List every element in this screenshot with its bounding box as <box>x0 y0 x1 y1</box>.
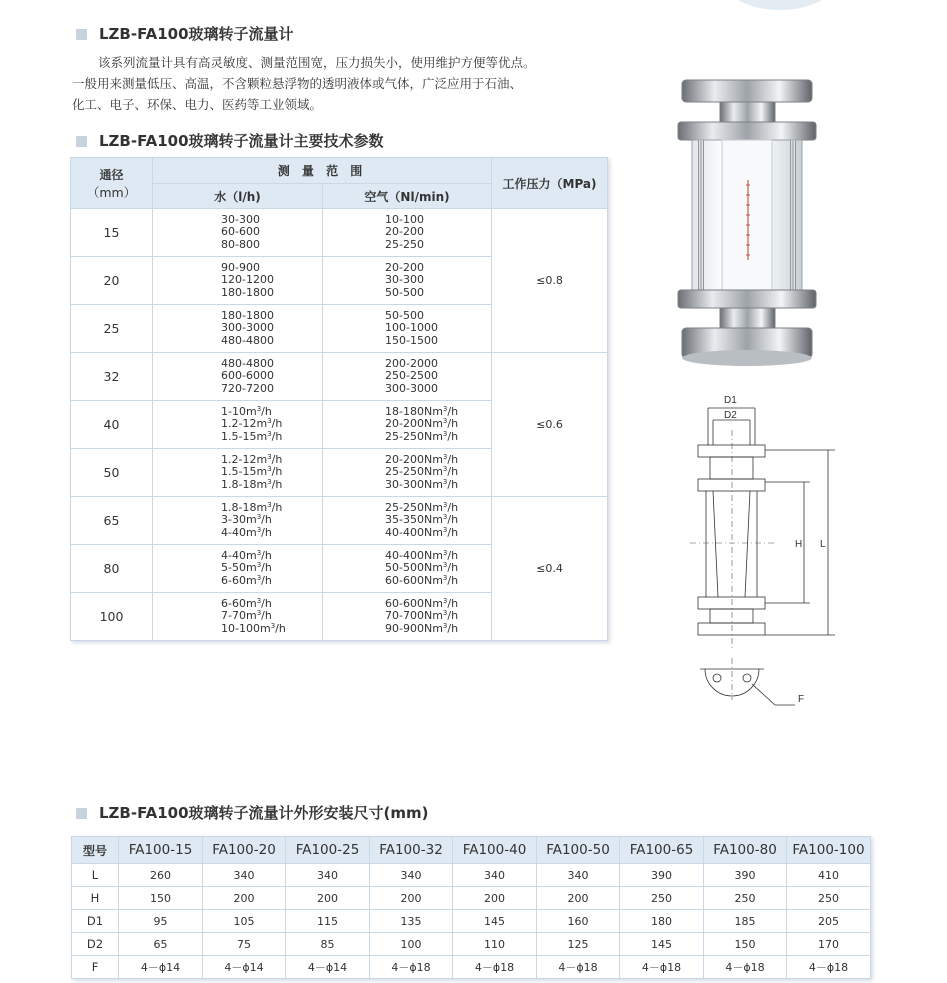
dimension-cell: 250 <box>704 887 787 910</box>
range-value: $1.8-18m^3/h$ <box>221 500 283 514</box>
paragraph-line: 一般用来测量低压、高温，不含颗粒悬浮物的透明液体或气体，广泛应用于石油、 <box>72 76 523 91</box>
range-value: $4-40m^3/h$ <box>221 525 272 539</box>
dimension-cell: 75 <box>203 933 286 956</box>
label-d2: D2 <box>724 410 737 421</box>
cell-air-range <box>323 497 492 545</box>
range-value: $6-60m^3/h$ <box>221 596 272 610</box>
header-model: FA100-100 <box>787 837 871 864</box>
specs-table <box>70 157 608 641</box>
dimension-cell: 200 <box>370 887 453 910</box>
header-model: FA100-32 <box>370 837 453 864</box>
dimension-cell: 4－ϕ14 <box>286 956 370 979</box>
range-value: $7-70m^3/h$ <box>221 609 272 623</box>
range-value: 40-400Nm$^3$/h <box>385 548 459 562</box>
cell-air-range <box>323 305 492 353</box>
range-value: 250-2500 <box>385 369 438 383</box>
range-value: 90-900Nm$^3$/h <box>385 621 459 635</box>
cell-water-range <box>153 257 323 305</box>
range-value: 50-500 <box>385 285 424 299</box>
range-value: 480-4800 <box>221 356 274 370</box>
range-value: 25-250Nm$^3$/h <box>385 465 459 479</box>
header-pressure: 工作压力（MPa) <box>492 158 608 209</box>
label-d1: D1 <box>724 395 737 406</box>
cell-dn: 25 <box>71 305 153 353</box>
range-value: 25-250Nm$^3$/h <box>385 500 459 514</box>
range-value: 30-300Nm$^3$/h <box>385 477 459 491</box>
dimension-row <box>72 864 871 887</box>
dimension-cell: 4－ϕ14 <box>203 956 286 979</box>
label-h: H <box>795 539 803 550</box>
range-value: 80-800 <box>221 237 260 251</box>
dimension-cell: 110 <box>453 933 537 956</box>
dimension-row <box>72 887 871 910</box>
range-value: 60-600Nm$^3$/h <box>385 596 459 610</box>
range-value: $1.2-12m^3/h$ <box>221 452 283 466</box>
cell-water-range <box>153 209 323 257</box>
header-model: FA100-50 <box>537 837 620 864</box>
dimension-cell: 4－ϕ18 <box>370 956 453 979</box>
range-value: 120-1200 <box>221 273 274 287</box>
range-value: 180-1800 <box>221 285 274 299</box>
dimension-cell: 200 <box>537 887 620 910</box>
flowmeter-photo <box>660 70 835 375</box>
dimension-cell: 145 <box>620 933 704 956</box>
range-value: 50-500Nm$^3$/h <box>385 561 459 575</box>
header-dn: 通径 （mm） <box>71 158 153 209</box>
specs-table-wrapper <box>70 157 608 641</box>
row-label: F <box>72 956 119 979</box>
dimension-cell: 200 <box>286 887 370 910</box>
dimension-cell: 115 <box>286 910 370 933</box>
label-l: L <box>820 539 826 550</box>
cell-air-range <box>323 545 492 593</box>
dimension-cell: 200 <box>453 887 537 910</box>
range-value: 600-6000 <box>221 369 274 383</box>
decorative-arc <box>720 0 840 10</box>
range-value: 30-300 <box>221 212 260 226</box>
dimension-drawing <box>680 390 840 715</box>
bullet-square-icon <box>76 808 87 819</box>
section-title-specs <box>76 130 384 151</box>
range-value: 300-3000 <box>221 321 274 335</box>
bullet-square-icon <box>76 29 87 40</box>
row-label: D1 <box>72 910 119 933</box>
header-model: FA100-15 <box>119 837 203 864</box>
dimension-cell: 150 <box>119 887 203 910</box>
dimension-cell: 65 <box>119 933 203 956</box>
cell-water-range <box>153 593 323 641</box>
dimension-cell: 410 <box>787 864 871 887</box>
dimension-cell: 200 <box>203 887 286 910</box>
range-value: 20-200Nm$^3$/h <box>385 452 459 466</box>
header-model: FA100-20 <box>203 837 286 864</box>
range-value: 20-200 <box>385 225 424 239</box>
dimension-cell: 340 <box>453 864 537 887</box>
dimension-cell: 340 <box>203 864 286 887</box>
intro-paragraph <box>72 52 612 115</box>
dimension-cell: 125 <box>537 933 620 956</box>
dimension-cell: 145 <box>453 910 537 933</box>
dimension-cell: 4－ϕ18 <box>704 956 787 979</box>
cell-air-range <box>323 353 492 401</box>
dimension-cell: 100 <box>370 933 453 956</box>
dimension-cell: 4－ϕ18 <box>620 956 704 979</box>
dimension-cell: 150 <box>704 933 787 956</box>
section-title-intro <box>76 23 294 44</box>
cell-dn: 15 <box>71 209 153 257</box>
cell-water-range <box>153 449 323 497</box>
range-value: 35-350Nm$^3$/h <box>385 513 459 527</box>
cell-dn: 100 <box>71 593 153 641</box>
range-value: $1-10m^3/h$ <box>221 404 272 418</box>
row-label: D2 <box>72 933 119 956</box>
spec-row <box>71 209 608 257</box>
range-value: 90-900 <box>221 260 260 274</box>
dimension-cell: 4－ϕ18 <box>453 956 537 979</box>
dimension-cell: 160 <box>537 910 620 933</box>
dimension-cell: 4－ϕ18 <box>787 956 871 979</box>
range-value: 200-2000 <box>385 356 438 370</box>
row-label: L <box>72 864 119 887</box>
range-value: $10-100m^3/h$ <box>221 621 286 635</box>
range-value: $4-40m^3/h$ <box>221 548 272 562</box>
paragraph-line: 该系列流量计具有高灵敏度、测量范围宽，压力损失小，使用维护方便等优点。 <box>98 55 536 70</box>
range-value: 20-200Nm$^3$/h <box>385 417 459 431</box>
dimensions-table-wrapper <box>71 836 871 979</box>
dimension-cell: 250 <box>787 887 871 910</box>
dimension-cell: 205 <box>787 910 871 933</box>
spec-row <box>71 497 608 545</box>
dimension-row <box>72 910 871 933</box>
range-value: 100-1000 <box>385 321 438 335</box>
range-value: 180-1800 <box>221 308 274 322</box>
dimension-cell: 170 <box>787 933 871 956</box>
dimension-cell: 390 <box>620 864 704 887</box>
cell-dn: 50 <box>71 449 153 497</box>
dimension-cell: 340 <box>286 864 370 887</box>
cell-water-range <box>153 497 323 545</box>
cell-water-range <box>153 305 323 353</box>
range-value: $3-30m^3/h$ <box>221 513 272 527</box>
cell-dn: 20 <box>71 257 153 305</box>
header-water: 水（l/h) <box>153 184 323 209</box>
range-value: 40-400Nm$^3$/h <box>385 525 459 539</box>
dimension-cell: 250 <box>620 887 704 910</box>
section-title-dimensions <box>76 802 429 823</box>
cell-air-range <box>323 257 492 305</box>
dimension-cell: 260 <box>119 864 203 887</box>
dimension-cell: 95 <box>119 910 203 933</box>
range-value: $1.5-15m^3/h$ <box>221 429 283 443</box>
range-value: $1.2-12m^3/h$ <box>221 417 283 431</box>
cell-pressure: ≤0.6 <box>492 353 608 497</box>
range-value: 50-500 <box>385 308 424 322</box>
cell-air-range <box>323 593 492 641</box>
range-value: 25-250 <box>385 237 424 251</box>
range-value: 30-300 <box>385 273 424 287</box>
header-model: FA100-40 <box>453 837 537 864</box>
range-value: 18-180Nm$^3$/h <box>385 404 459 418</box>
row-label: H <box>72 887 119 910</box>
dimension-row <box>72 933 871 956</box>
section-title-text: LZB-FA100玻璃转子流量计外形安装尺寸(mm) <box>99 804 429 822</box>
section-title-text: LZB-FA100玻璃转子流量计 <box>99 25 294 43</box>
range-value: 70-700Nm$^3$/h <box>385 609 459 623</box>
label-f: F <box>798 694 805 705</box>
dimension-cell: 185 <box>704 910 787 933</box>
dimension-cell: 390 <box>704 864 787 887</box>
range-value: 300-3000 <box>385 381 438 395</box>
range-value: 20-200 <box>385 260 424 274</box>
dimensions-table <box>71 836 871 979</box>
cell-dn: 32 <box>71 353 153 401</box>
dimension-cell: 4－ϕ14 <box>119 956 203 979</box>
header-range: 测 量 范 围 <box>153 158 492 184</box>
range-value: $1.8-18m^3/h$ <box>221 477 283 491</box>
cell-air-range <box>323 209 492 257</box>
cell-air-range <box>323 401 492 449</box>
cell-dn: 65 <box>71 497 153 545</box>
cell-pressure: ≤0.4 <box>492 497 608 641</box>
range-value: 150-1500 <box>385 333 438 347</box>
cell-water-range <box>153 401 323 449</box>
dimension-cell: 340 <box>370 864 453 887</box>
dimension-cell: 340 <box>537 864 620 887</box>
header-model: FA100-65 <box>620 837 704 864</box>
section-title-text: LZB-FA100玻璃转子流量计主要技术参数 <box>99 132 384 150</box>
cell-water-range <box>153 545 323 593</box>
cell-air-range <box>323 449 492 497</box>
header-model-label: 型号 <box>72 837 119 864</box>
bullet-square-icon <box>76 136 87 147</box>
range-value: $6-60m^3/h$ <box>221 573 272 587</box>
dimension-cell: 85 <box>286 933 370 956</box>
dimension-cell: 4－ϕ18 <box>537 956 620 979</box>
cell-dn: 40 <box>71 401 153 449</box>
dimension-cell: 135 <box>370 910 453 933</box>
spec-row <box>71 353 608 401</box>
range-value: $5-50m^3/h$ <box>221 561 272 575</box>
cell-pressure: ≤0.8 <box>492 209 608 353</box>
header-air: 空气（Nl/min) <box>323 184 492 209</box>
cell-dn: 80 <box>71 545 153 593</box>
dimension-row <box>72 956 871 979</box>
dimension-cell: 105 <box>203 910 286 933</box>
paragraph-line: 化工、电子、环保、电力、医药等工业领域。 <box>72 97 323 112</box>
range-value: 720-7200 <box>221 381 274 395</box>
range-value: 480-4800 <box>221 333 274 347</box>
range-value: 60-600 <box>221 225 260 239</box>
range-value: 25-250Nm$^3$/h <box>385 429 459 443</box>
range-value: 60-600Nm$^3$/h <box>385 573 459 587</box>
header-model: FA100-80 <box>704 837 787 864</box>
dimension-cell: 180 <box>620 910 704 933</box>
cell-water-range <box>153 353 323 401</box>
header-model: FA100-25 <box>286 837 370 864</box>
range-value: $1.5-15m^3/h$ <box>221 465 283 479</box>
range-value: 10-100 <box>385 212 424 226</box>
